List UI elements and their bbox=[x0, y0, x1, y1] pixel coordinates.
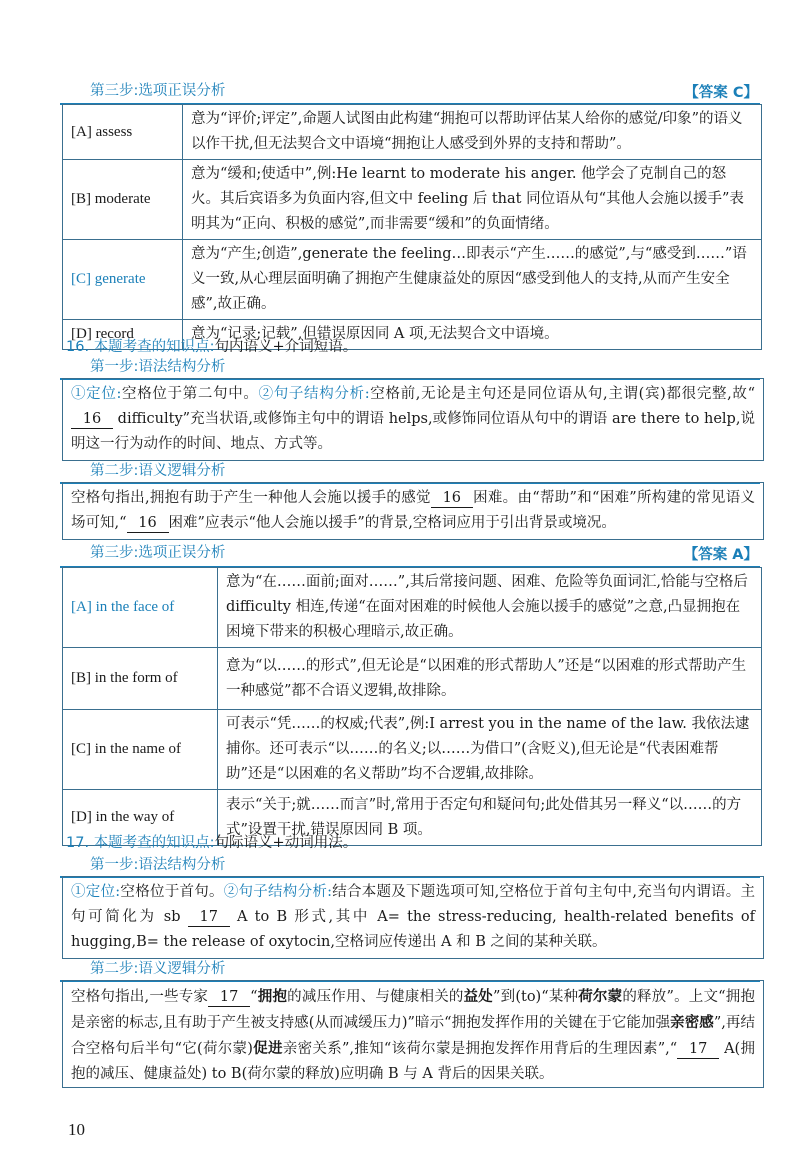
text: 空格位于首句。 bbox=[120, 884, 224, 900]
option-row bbox=[63, 160, 762, 240]
q16-step1-box bbox=[62, 378, 764, 461]
question-title-topic: 句内语义+介词短语。 bbox=[214, 339, 358, 355]
text: 亲密关系”,推知“该荷尔蒙是拥抱发挥作用背后的生理因素”,“ bbox=[282, 1041, 678, 1057]
blank-17: 17 bbox=[188, 908, 230, 927]
option-row bbox=[63, 710, 762, 790]
option-explanation: 意为“记录;记载”,但错误原因同 A 项,无法契合文中语境。 bbox=[183, 320, 762, 350]
keyword-bold: 促进 bbox=[252, 1040, 283, 1057]
question-16-title bbox=[66, 336, 357, 358]
text: A to B 形式,其中 A= the stress-reducing, health-related benefits of hugging,B= the release of oxytocin,空格词应传递出 A 和 B 之间的某种关联。 bbox=[71, 909, 755, 950]
option-explanation: 意为“缓和;使适中”,例:He learnt to moderate his anger. 他学会了克制自己的怒火。其后宾语多为负面内容,但文中 feeling 后 that 同位语从句“其他人会施以援手”表明其为“正向、积极的感觉”,而非需要“缓和”的负面情绪。 bbox=[183, 160, 762, 240]
label-locate: ①定位: bbox=[71, 884, 121, 900]
text: ”,再结合空格句后半句“它(荷尔蒙) bbox=[71, 1015, 756, 1057]
text: “ bbox=[250, 989, 258, 1005]
option-label: [B] moderate bbox=[63, 160, 183, 240]
q17-step1-box bbox=[62, 876, 764, 959]
question-17-title bbox=[66, 832, 357, 854]
question-title-lead: 17. 本题考查的知识点: bbox=[66, 835, 215, 851]
option-explanation: 意为“评价;评定”,命题人试图由此构建“拥抱可以帮助评估某人给你的感觉/印象”的语义以作干扰,但无法契合文中语境“拥抱让人感受到外界的支持和帮助”。 bbox=[183, 105, 762, 160]
blank-17: 17 bbox=[677, 1040, 719, 1059]
option-table bbox=[62, 104, 762, 350]
step3-heading: 第三步:选项正误分析 bbox=[90, 83, 226, 99]
label-structure: ②句子结构分析: bbox=[258, 386, 370, 402]
text: 的减压作用、与健康相关的 bbox=[287, 989, 464, 1005]
option-label: [C] generate bbox=[63, 240, 183, 320]
option-label: [B] in the form of bbox=[63, 648, 218, 710]
q16-step2-heading: 第二步:语义逻辑分析 bbox=[90, 463, 226, 479]
option-row bbox=[63, 648, 762, 710]
option-row-correct bbox=[63, 240, 762, 320]
option-explanation: 意为“产生;创造”,generate the feeling…即表示“产生……的感觉”,与“感受到……”语义一致,从心理层面明确了拥抱产生健康益处的原因“感受到他人的支持,从而产生安全感”,故正确。 bbox=[183, 240, 762, 320]
q17-step1-heading: 第一步:语法结构分析 bbox=[90, 857, 226, 873]
keyword-bold: 荷尔蒙 bbox=[578, 988, 623, 1005]
text: 空格前,无论是主句还是同位语从句,主谓(宾)都很完整,故“ bbox=[369, 386, 756, 402]
q16-step1-heading: 第一步:语法结构分析 bbox=[90, 359, 226, 375]
label-locate: ①定位: bbox=[71, 386, 122, 402]
q16-step2-box bbox=[62, 482, 764, 540]
text: 空格位于第二句中。 bbox=[121, 386, 259, 402]
question-title-lead: 16. 本题考查的知识点: bbox=[66, 339, 215, 355]
option-label: [A] in the face of bbox=[63, 568, 218, 648]
text: 困难”应表示“他人会施以援手”的背景,空格词应用于引出背景或境况。 bbox=[168, 515, 616, 531]
option-label: [A] assess bbox=[63, 105, 183, 160]
option-explanation: 可表示“凭……的权威;代表”,例:I arrest you in the name of the law. 我依法逮捕你。还可表示“以……的名义;以……为借口”(含贬义),但无论是“代表困难帮助”还是“以困难的名义帮助”均不合逻辑,故排除。 bbox=[218, 710, 762, 790]
text: 的释放”。上文“拥抱是亲密的标志,且有助于产生被支持感(从而减缓压力)”暗示“拥抱发挥作用的关键在于它能加强 bbox=[71, 989, 755, 1031]
keyword-bold: 益处 bbox=[463, 988, 494, 1005]
text: A(拥抱的减压、健康益处) to B(荷尔蒙的释放)应明确 B 与 A 背后的因果关联。 bbox=[71, 1041, 755, 1082]
text: 结合本题及下题选项可知,空格位于首句主句中,充当句内谓语。主句可简化为 sb bbox=[71, 884, 756, 925]
option-label: [C] in the name of bbox=[63, 710, 218, 790]
text: 空格句指出,一些专家 bbox=[71, 989, 209, 1005]
answer-badge: 【答案 A】 bbox=[683, 547, 758, 563]
option-explanation: 意为“在……面前;面对……”,其后常接问题、困难、危险等负面词汇,恰能与空格后 difficulty 相连,传递“在面对困难的时候他人会施以援手的感觉”之意,凸显拥抱在困境下带来的积极心理暗示,故正确。 bbox=[218, 568, 762, 648]
blank-16: 16 bbox=[431, 489, 473, 508]
option-label: [D] record bbox=[63, 320, 183, 350]
blank-16: 16 bbox=[127, 514, 169, 533]
blank-16: 16 bbox=[71, 410, 113, 429]
option-explanation: 表示“关于;就……而言”时,常用于否定句和疑问句;此处借其另一释义“以……的方式”设置干扰,错误原因同 B 项。 bbox=[218, 790, 762, 846]
answer-badge: 【答案 C】 bbox=[684, 85, 758, 101]
option-table bbox=[62, 567, 762, 846]
question-title-topic: 句际语义+动词用法。 bbox=[214, 835, 358, 851]
option-explanation: 意为“以……的形式”,但无论是“以困难的形式帮助人”还是“以困难的形式帮助产生一种感觉”都不合语义逻辑,故排除。 bbox=[218, 648, 762, 710]
option-row bbox=[63, 105, 762, 160]
option-row-correct bbox=[63, 568, 762, 648]
text: 困难。由“帮助”和“困难”所构建的常见语义场可知,“ bbox=[71, 490, 756, 531]
keyword-bold: 亲密感 bbox=[670, 1014, 714, 1031]
q16-step3-heading: 第三步:选项正误分析 bbox=[90, 545, 226, 561]
label-structure: ②句子结构分析: bbox=[223, 884, 332, 900]
text: ”到(to)“某种 bbox=[493, 989, 579, 1005]
keyword-bold: 拥抱 bbox=[257, 988, 288, 1005]
text: 空格句指出,拥抱有助于产生一种他人会施以援手的感觉 bbox=[71, 490, 431, 506]
q17-step2-heading: 第二步:语义逻辑分析 bbox=[90, 961, 226, 977]
option-label: [D] in the way of bbox=[63, 790, 218, 846]
blank-17: 17 bbox=[208, 988, 250, 1007]
q17-step2-box bbox=[62, 980, 764, 1088]
page-number: 10 bbox=[68, 1120, 85, 1139]
text: difficulty”充当状语,或修饰主句中的谓语 helps,或修饰同位语从句中的谓语 are there to help,说明这一行为动作的时间、地点、方式等。 bbox=[71, 411, 755, 452]
